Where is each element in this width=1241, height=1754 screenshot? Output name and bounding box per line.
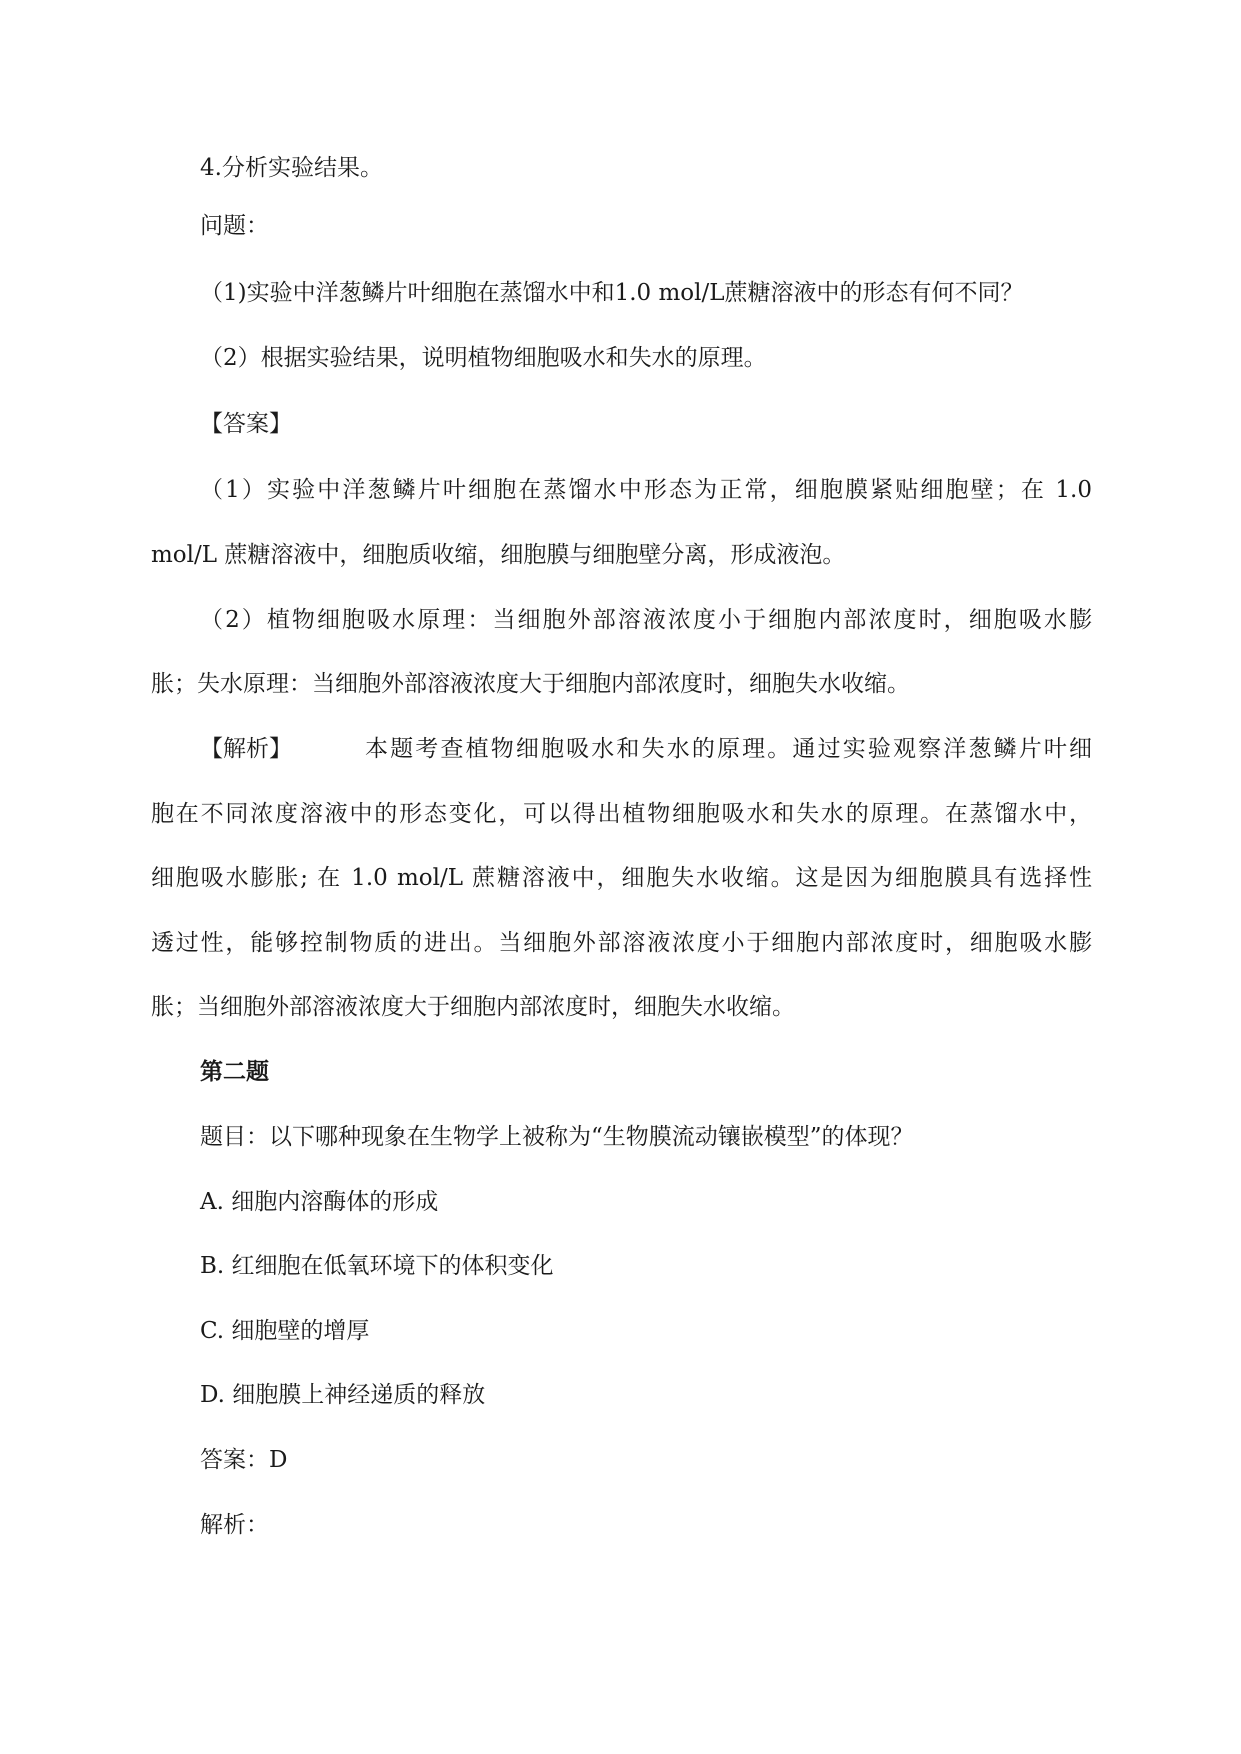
answer-2-line-1: （2）植物细胞吸水原理：当细胞外部溶液浓度小于细胞内部浓度时，细胞吸水膨: [200, 607, 1092, 633]
question-label: 问题：: [200, 213, 269, 239]
question-1: （1)实验中洋葱鳞片叶细胞在蒸馏水中和1.0 mol/L蔗糖溶液中的形态有何不同？: [200, 280, 1024, 306]
section-heading: 第二题: [200, 1058, 269, 1085]
question-2: （2）根据实验结果，说明植物细胞吸水和失水的原理。: [200, 345, 767, 371]
answer-2-line-2: 胀；失水原理：当细胞外部溶液浓度大于细胞内部浓度时，细胞失水收缩。: [151, 671, 910, 697]
analysis-label-2: 解析：: [200, 1512, 269, 1538]
option-c: C. 细胞壁的增厚: [200, 1318, 370, 1344]
analysis-line-3: 细胞吸水膨胀; 在 1.0 mol/L 蔗糖溶液中，细胞失水收缩。这是因为细胞膜具有选择性: [151, 865, 1092, 891]
answer-label: 【答案】: [200, 411, 292, 437]
analysis-line-5: 胀；当细胞外部溶液浓度大于细胞内部浓度时，细胞失水收缩。: [151, 994, 795, 1020]
analysis-line-2: 胞在不同浓度溶液中的形态变化，可以得出植物细胞吸水和失水的原理。在蒸馏水中，: [151, 801, 1092, 827]
answer-text: 答案：D: [200, 1447, 288, 1473]
analysis-line-4: 透过性，能够控制物质的进出。当细胞外部溶液浓度小于细胞内部浓度时，细胞吸水膨: [151, 930, 1092, 956]
option-d: D. 细胞膜上神经递质的释放: [200, 1382, 486, 1408]
analysis-line-1: 本题考查植物细胞吸水和失水的原理。通过实验观察洋葱鳞片叶细: [365, 736, 1092, 762]
answer-1-line-2: mol/L 蔗糖溶液中，细胞质收缩，细胞膜与细胞壁分离，形成液泡。: [151, 542, 846, 568]
analysis-label: 【解析】: [200, 736, 292, 762]
answer-1-line-1: （1）实验中洋葱鳞片叶细胞在蒸馏水中形态为正常，细胞膜紧贴细胞壁；在 1.0: [200, 477, 1092, 503]
step-4-text: 4.分析实验结果。: [200, 155, 383, 181]
question-stem: 题目：以下哪种现象在生物学上被称为“生物膜流动镶嵌模型”的体现？: [200, 1124, 914, 1150]
option-b: B. 红细胞在低氧环境下的体积变化: [200, 1253, 554, 1279]
option-a: A. 细胞内溶酶体的形成: [200, 1189, 439, 1215]
